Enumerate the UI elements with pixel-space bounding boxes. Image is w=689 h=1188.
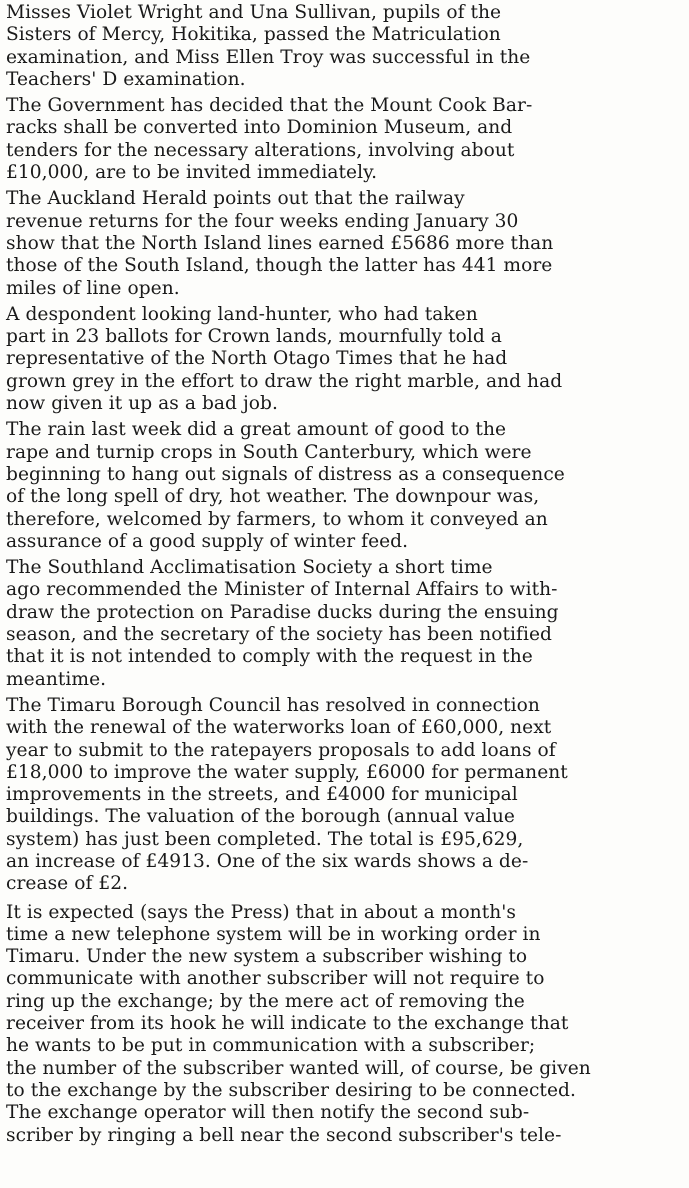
paragraph-telephone: It is expected (says the Press) that in about a month's time a new telephone system will be in working order in Timaru. Under the new system a subscriber wishing to communicate with another subscriber will not require to ring up the exchange; by the mere act of removing the receiver from its hook he will indicate to the exchange that he wants to be put in communication with a subscriber; the number of the subscriber wanted will, of course, be given to the exchange by the subscriber desiring to be connected. The exchange operator will then notify the second sub- scriber by ringing a bell near the second subscriber's tele- [6,901,591,1146]
paragraph-railway-revenue: The Auckland Herald points out that the railway revenue returns for the four weeks ending January 30 show that the North Island lines earned £5686 more than those of the South Island, though the latter has 441 more miles of line open. [6,188,554,299]
paragraph-rain: The rain last week did a great amount of good to the rape and turnip crops in South Canterbury, which were beginning to hang out signals of distress as a consequence of the long spell of dry, hot weather. The downpour was, therefore, welcomed by farmers, to whom it conveyed an assurance of a good supply of winter feed. [6,419,565,552]
paragraph-matriculation: Misses Violet Wright and Una Sullivan, pupils of the Sisters of Mercy, Hokitika, passed the Matriculation examination, and Miss Ellen Troy was successful in the Teachers' D examination. [6,2,531,90]
paragraph-land-hunter: A despondent looking land-hunter, who had taken part in 23 ballots for Crown lands, mournfully told a representative of the North Otago Times that he had grown grey in the effort to draw the right marble, and had now given it up as a bad job. [6,303,563,415]
paragraph-acclimatisation: The Southland Acclimatisation Society a short time ago recommended the Minister of Internal Affairs to with- draw the protection on Paradise ducks during the ensuing season, and the secretary of the society has been notified that it is not intended to comply with the request in the meantime. [6,557,559,690]
paragraph-museum: The Government has decided that the Mount Cook Bar- racks shall be converted into Dominion Museum, and tenders for the necessary alterations, involving about £10,000, are to be invited immediately. [6,95,533,184]
paragraph-timaru-council: The Timaru Borough Council has resolved in connection with the renewal of the waterworks loan of £60,000, next year to submit to the ratepayers proposals to add loans of £18,000 to improve the water supply, £6000 for permanent improvements in the streets, and £4000 for municipal buildings. The valuation of the borough (annual value system) has just been completed. The total is £95,629, an increase of £4913. One of the six wards shows a de- crease of £2. [6,694,568,895]
